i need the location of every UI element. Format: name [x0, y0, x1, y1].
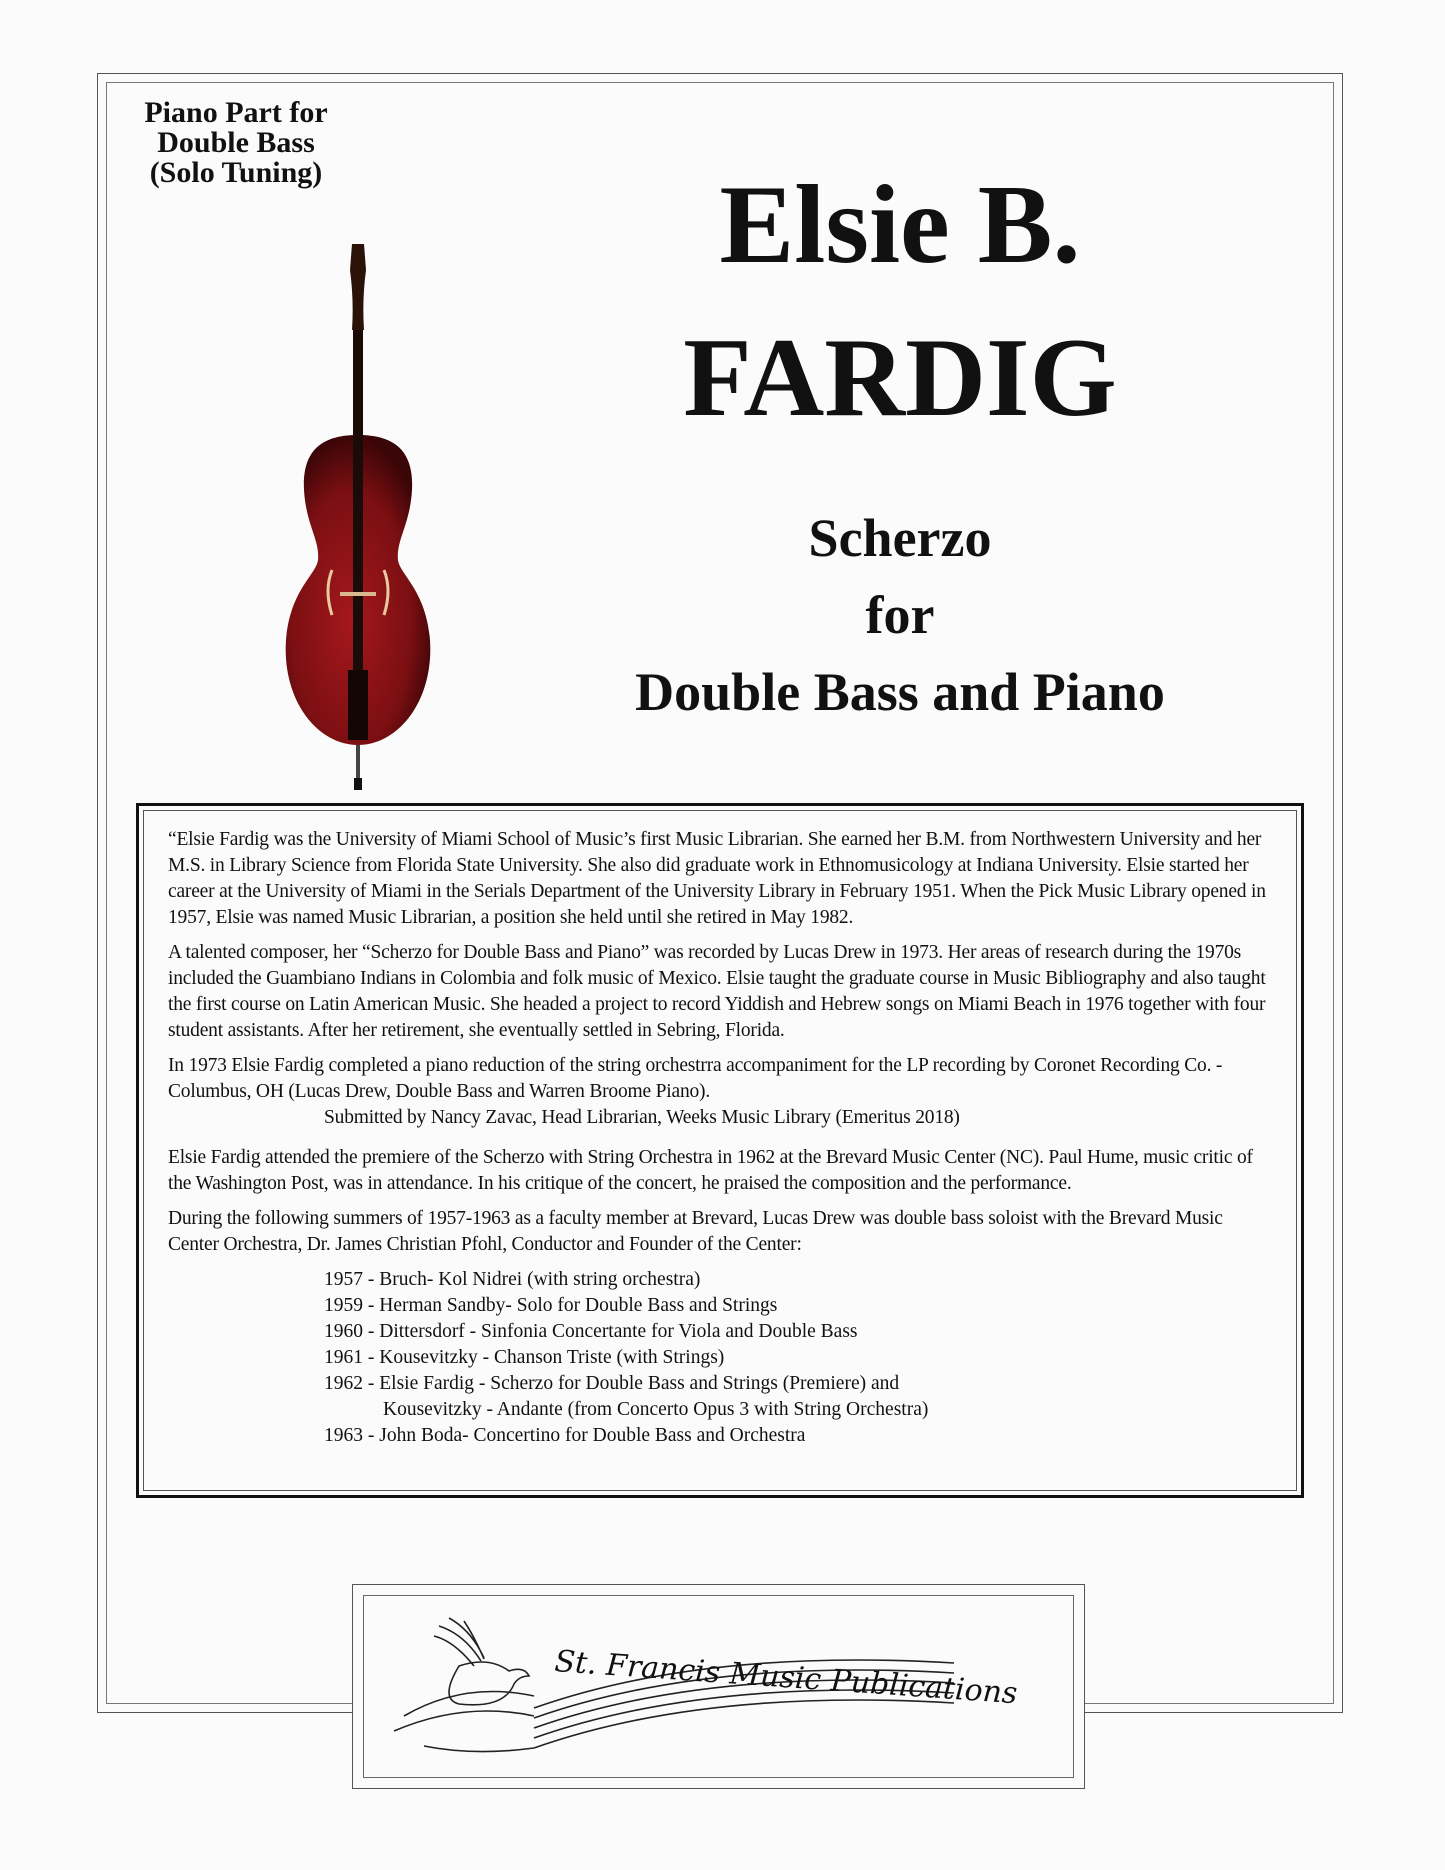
list-item: 1960 - Dittersdorf - Sinfonia Concertante for Viola and Double Bass — [324, 1321, 858, 1342]
bio-paragraph: Elsie Fardig attended the premiere of the Scherzo with String Orchestra in 1962 at the Brevard Music Center (NC). Paul Hume, music critic of the Washington Post, was in attendance. In his critique of the concert, he praised the composition and the performance. — [168, 1147, 1253, 1194]
dove-staff-logo-icon — [364, 1596, 1075, 1779]
bio-paragraph: “Elsie Fardig was the University of Miami School of Music’s first Music Librarian. She earned her B.M. from Northwestern University and her M.S. in Library Science from Florida State University. She also did graduate work in Ethnomusicology at Indiana University. Elsie started her career at the University of Miami in the Serials Department of the University Library in February 1951. When the Pick Music Library opened in 1957, Elsie was named Music Librarian, a position she held until she retired in May 1982. — [168, 829, 1266, 928]
part-label: Piano Part for Double Bass (Solo Tuning) — [144, 96, 328, 189]
list-item: 1959 - Herman Sandby- Solo for Double Bass and Strings — [324, 1295, 778, 1316]
bio-paragraph: During the following summers of 1957-1963 as a faculty member at Brevard, Lucas Drew was double bass soloist with the Brevard Music Center Orchestra, Dr. James Christian Pfohl, Conductor and Founder of the Center: — [168, 1208, 1223, 1255]
work-title: Scherzo for Double Bass and Piano — [635, 508, 1165, 722]
composer-first-name: Elsie B. — [719, 163, 1081, 287]
svg-text:St. Francis Music Publications: St. Francis Music Publications — [553, 1644, 1019, 1712]
bio-credit: Submitted by Nancy Zavac, Head Librarian, Weeks Music Library (Emeritus 2018) — [324, 1107, 960, 1128]
performance-list — [168, 1267, 1274, 1449]
double-bass-image — [262, 240, 454, 792]
list-item: 1963 - John Boda- Concertino for Double Bass and Orchestra — [324, 1425, 806, 1446]
bio-paragraph: A talented composer, her “Scherzo for Double Bass and Piano” was recorded by Lucas Drew in 1973. Her areas of research during the 1970s included the Guambiano Indians in Colombia and folk music of Mexico. Elsie taught the graduate course in Music Bibliography and also taught the first course on Latin American Music. She headed a project to record Yiddish and Hebrew songs on Miami Beach in 1976 together with four student assistants. After her retirement, she eventually settled in Sebring, Florida. — [168, 942, 1266, 1041]
composer-last-name: FARDIG — [683, 316, 1117, 440]
biography-box — [136, 803, 1304, 1498]
publisher-logo — [352, 1584, 1085, 1789]
list-item: 1961 - Kousevitzky - Chanson Triste (with Strings) — [324, 1347, 725, 1368]
bio-paragraph: In 1973 Elsie Fardig completed a piano reduction of the string orchestrra accompaniment for the LP recording by Coronet Recording Co. - Columbus, OH (Lucas Drew, Double Bass and Warren Broome Piano). — [168, 1055, 1223, 1102]
list-item: 1962 - Elsie Fardig - Scherzo for Double Bass and Strings (Premiere) and — [324, 1373, 900, 1394]
list-item: 1957 - Bruch- Kol Nidrei (with string orchestra) — [324, 1269, 701, 1290]
list-item: Kousevitzky - Andante (from Concerto Opus 3 with String Orchestra) — [383, 1399, 929, 1420]
